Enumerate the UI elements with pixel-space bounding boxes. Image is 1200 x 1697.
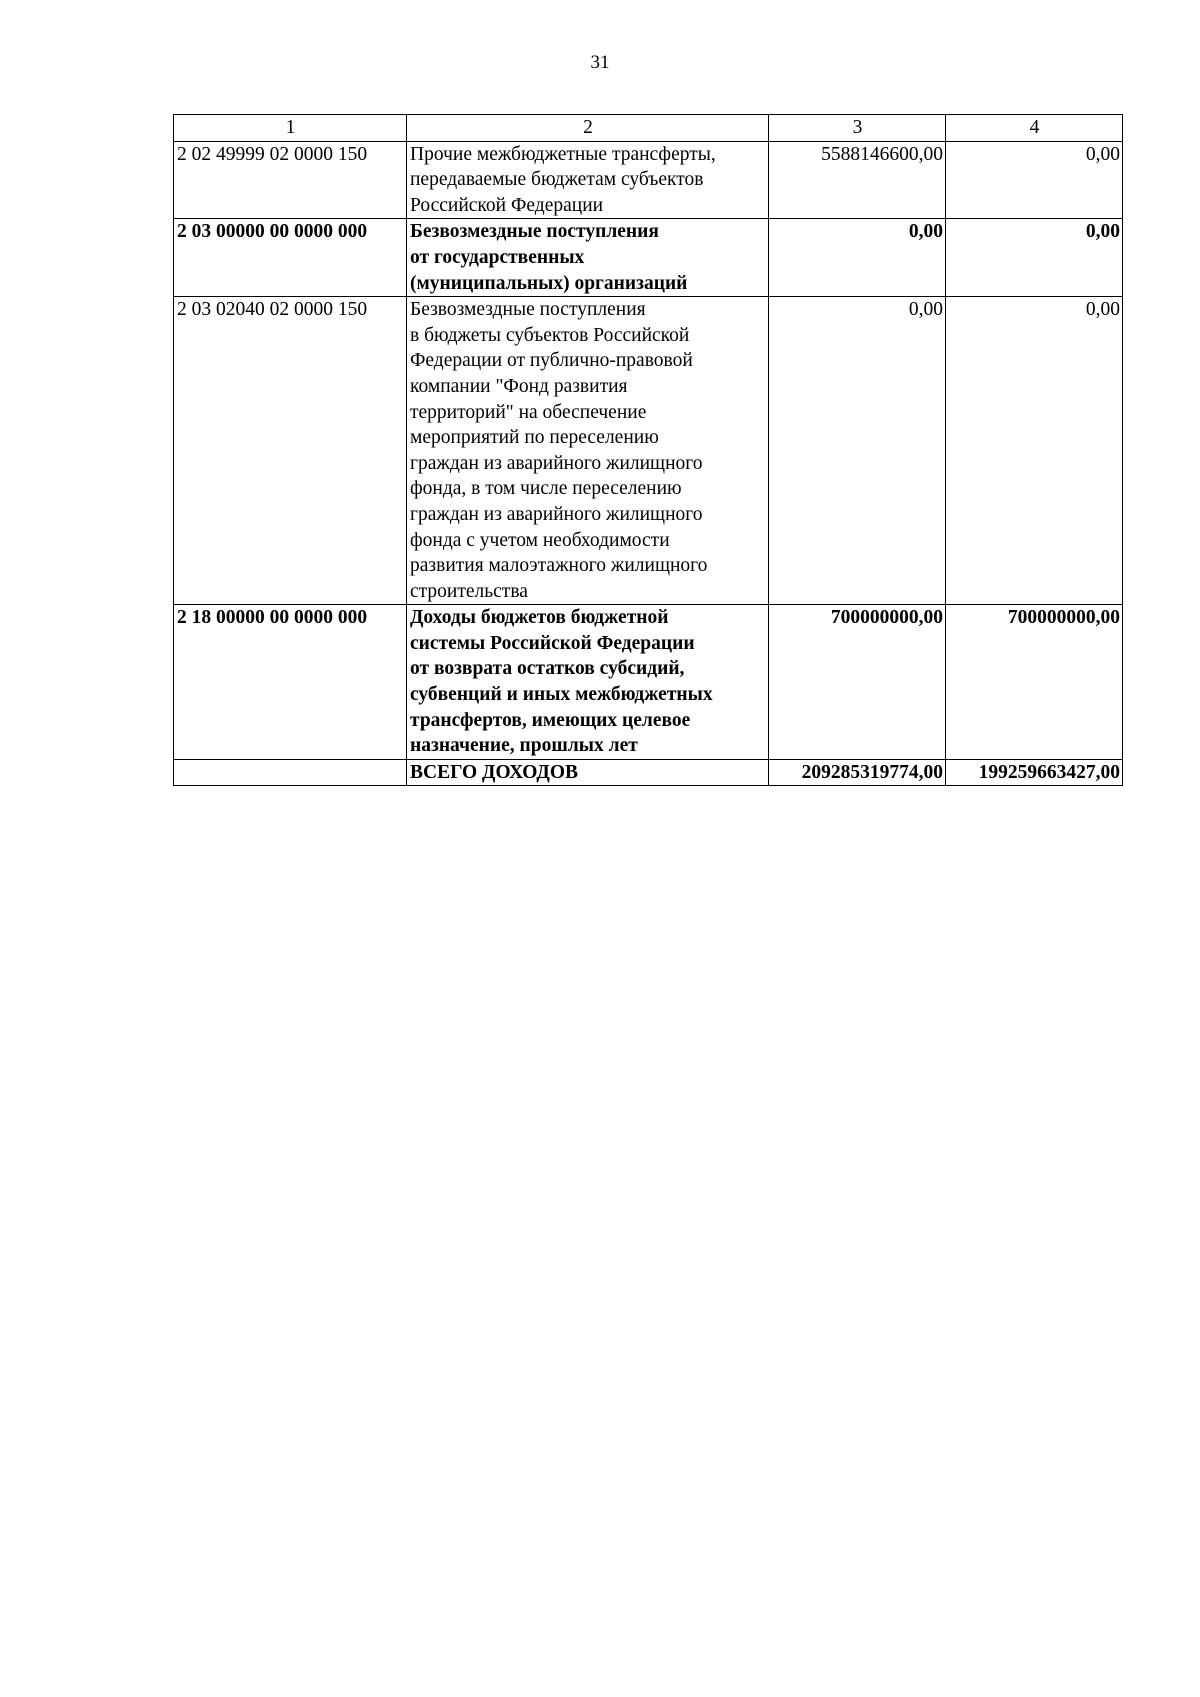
table-row bbox=[174, 141, 1123, 219]
revenue-name: Прочие межбюджетные трансферты, передаваемые бюджетам субъектов Российской Федерации bbox=[407, 141, 769, 219]
amount-col-4: 0,00 bbox=[946, 141, 1123, 219]
table-row bbox=[174, 219, 1123, 297]
revenue-table bbox=[173, 114, 1123, 786]
total-col-3: 209285319774,00 bbox=[769, 759, 946, 786]
amount-col-4: 0,00 bbox=[946, 219, 1123, 297]
total-col-4: 199259663427,00 bbox=[946, 759, 1123, 786]
amount-col-3: 0,00 bbox=[769, 297, 946, 605]
amount-col-3: 0,00 bbox=[769, 219, 946, 297]
table-row bbox=[174, 297, 1123, 605]
total-row bbox=[174, 759, 1123, 786]
amount-col-4: 0,00 bbox=[946, 297, 1123, 605]
revenue-code bbox=[174, 759, 407, 786]
table-row bbox=[174, 605, 1123, 760]
revenue-code: 2 02 49999 02 0000 150 bbox=[174, 141, 407, 219]
column-number-4: 4 bbox=[946, 115, 1123, 142]
revenue-code: 2 18 00000 00 0000 000 bbox=[174, 605, 407, 760]
page-number: 31 bbox=[590, 52, 610, 73]
revenue-name: Безвозмездные поступления в бюджеты субъектов Российской Федерации от публично-правовой компании "Фонд развития территорий" на обеспечение мероприятий по переселению граждан из аварийного жилищного фонда, в том числе переселению граждан из аварийного жилищного фонда с учетом необходимости развития малоэтажного жилищного строительства bbox=[407, 297, 769, 605]
total-label: ВСЕГО ДОХОДОВ bbox=[407, 759, 769, 786]
revenue-code: 2 03 00000 00 0000 000 bbox=[174, 219, 407, 297]
amount-col-3: 700000000,00 bbox=[769, 605, 946, 760]
column-number-2: 2 bbox=[407, 115, 769, 142]
column-number-1: 1 bbox=[174, 115, 407, 142]
revenue-name: Доходы бюджетов бюджетной системы Российской Федерации от возврата остатков субсидий, субвенций и иных межбюджетных трансфертов, имеющих целевое назначение, прошлых лет bbox=[407, 605, 769, 760]
revenue-name: Безвозмездные поступления от государственных (муниципальных) организаций bbox=[407, 219, 769, 297]
table-header-row bbox=[174, 115, 1123, 142]
revenue-code: 2 03 02040 02 0000 150 bbox=[174, 297, 407, 605]
amount-col-3: 5588146600,00 bbox=[769, 141, 946, 219]
column-number-3: 3 bbox=[769, 115, 946, 142]
amount-col-4: 700000000,00 bbox=[946, 605, 1123, 760]
